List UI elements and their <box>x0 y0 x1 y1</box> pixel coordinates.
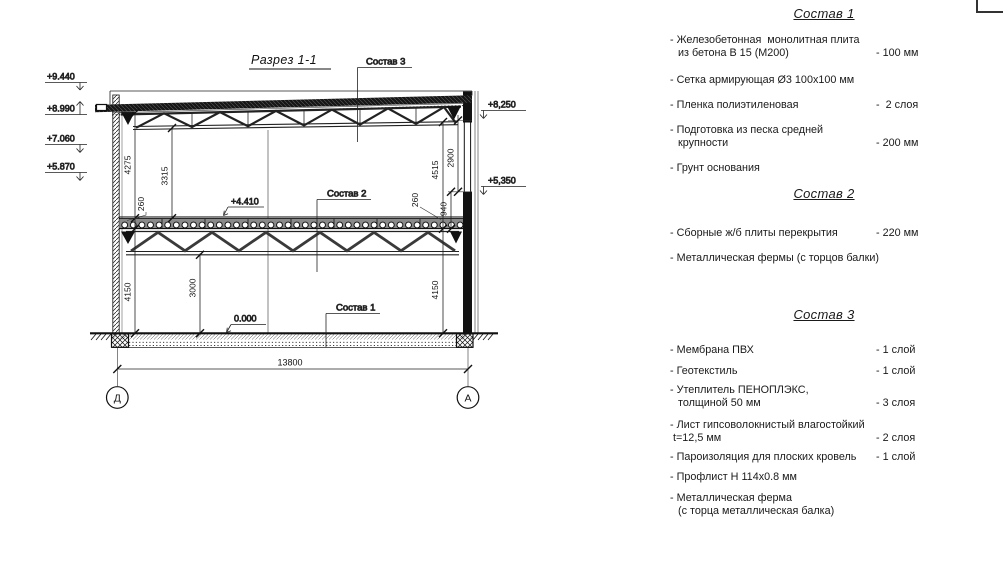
foundation-left <box>112 334 129 348</box>
sheet-frame-corner <box>976 0 1003 13</box>
spec-item: - Железобетонная монолитная плита из бетона В 15 (М200) - 100 мм <box>670 34 919 59</box>
elevation-mark-0000 <box>227 314 267 333</box>
dim-13800: 13800 <box>277 357 303 368</box>
floor-truss <box>121 232 462 255</box>
dim-2900: 2900 <box>445 148 456 168</box>
svg-text:+4.410: +4.410 <box>231 196 259 207</box>
dim-4150-left: 4150 <box>122 282 133 302</box>
dim-260-left: 260 <box>136 196 146 212</box>
axis-bubble-right <box>457 387 479 409</box>
spec-heading-sostav3: Состав 3 <box>793 307 855 322</box>
spec-item: - Металлическая ферма (с торца металлическая балка) <box>670 492 835 517</box>
spec-item: - Профлист Н 114х0.8 мм <box>670 471 797 483</box>
floor-slab <box>119 217 463 229</box>
elev-5350: +5,350 <box>488 175 516 186</box>
specification-panel <box>648 0 1000 584</box>
spec-item: - Грунт основания <box>670 162 760 174</box>
dim-260-right: 260 <box>410 192 420 208</box>
elev-8990: +8.990 <box>47 103 75 114</box>
gutter-box <box>97 105 107 111</box>
svg-text:Состав 1: Состав 1 <box>336 302 376 314</box>
callout-sostav1 <box>326 303 380 348</box>
axis-bubble-left <box>107 387 129 409</box>
foundation-right <box>457 334 474 348</box>
span-dimension <box>113 348 472 386</box>
spec-item: - Утеплитель ПЕНОПЛЭКС, толщиной 50 мм - 3 слоя <box>670 384 916 409</box>
spec-heading-sostav2: Состав 2 <box>793 186 855 201</box>
svg-text:Состав 2: Состав 2 <box>327 188 367 200</box>
spec-item: - Пароизоляция для плоских кровель - 1 слой <box>670 451 916 463</box>
elevation-marks-right <box>480 100 526 195</box>
dim-3315: 3315 <box>159 166 170 186</box>
ground-floor <box>90 333 498 347</box>
right-wall <box>445 91 478 334</box>
elev-8250: +8,250 <box>488 99 516 110</box>
svg-text:Д: Д <box>113 392 121 405</box>
drawing-title <box>249 53 331 69</box>
elev-9440: +9.440 <box>47 71 75 82</box>
elevation-marks-left <box>45 72 87 181</box>
elev-5870: +5.870 <box>47 161 75 172</box>
left-wall <box>113 95 122 334</box>
spec-item: - Мембрана ПВХ - 1 слой <box>670 344 916 356</box>
spec-item: - Металлическая фермы (с торцов балки) <box>670 252 879 264</box>
spec-item: - Лист гипсоволокнистый влагостойкий t=12,5 мм - 2 слоя <box>670 419 916 444</box>
section-drawing <box>0 0 620 470</box>
dim-4150-right: 4150 <box>430 280 440 300</box>
elev-7060: +7.060 <box>47 133 75 144</box>
callout-sostav2 <box>317 189 371 273</box>
roof-package <box>95 95 472 115</box>
dim-3000: 3000 <box>187 278 198 298</box>
spec-heading-sostav1: Состав 1 <box>793 6 855 21</box>
spec-item: - Сетка армирующая Ø3 100х100 мм <box>670 74 855 86</box>
svg-text:0.000: 0.000 <box>234 313 257 324</box>
spec-item: - Пленка полиэтиленовая - 2 слоя <box>670 99 919 111</box>
dim-4275: 4275 <box>122 155 133 175</box>
svg-text:Состав 3: Состав 3 <box>366 56 406 68</box>
svg-text:Разрез 1-1: Разрез 1-1 <box>251 53 317 67</box>
spec-item: - Подготовка из песка средней крупности - 200 мм <box>670 124 919 149</box>
svg-text:А: А <box>464 392 472 405</box>
dim-940: 940 <box>438 201 449 217</box>
spec-item: - Сборные ж/б плиты перекрытия - 220 мм <box>670 227 919 239</box>
elevation-mark-4410 <box>224 197 265 216</box>
dim-4515: 4515 <box>430 160 440 180</box>
spec-item: - Геотекстиль - 1 слой <box>670 365 916 377</box>
